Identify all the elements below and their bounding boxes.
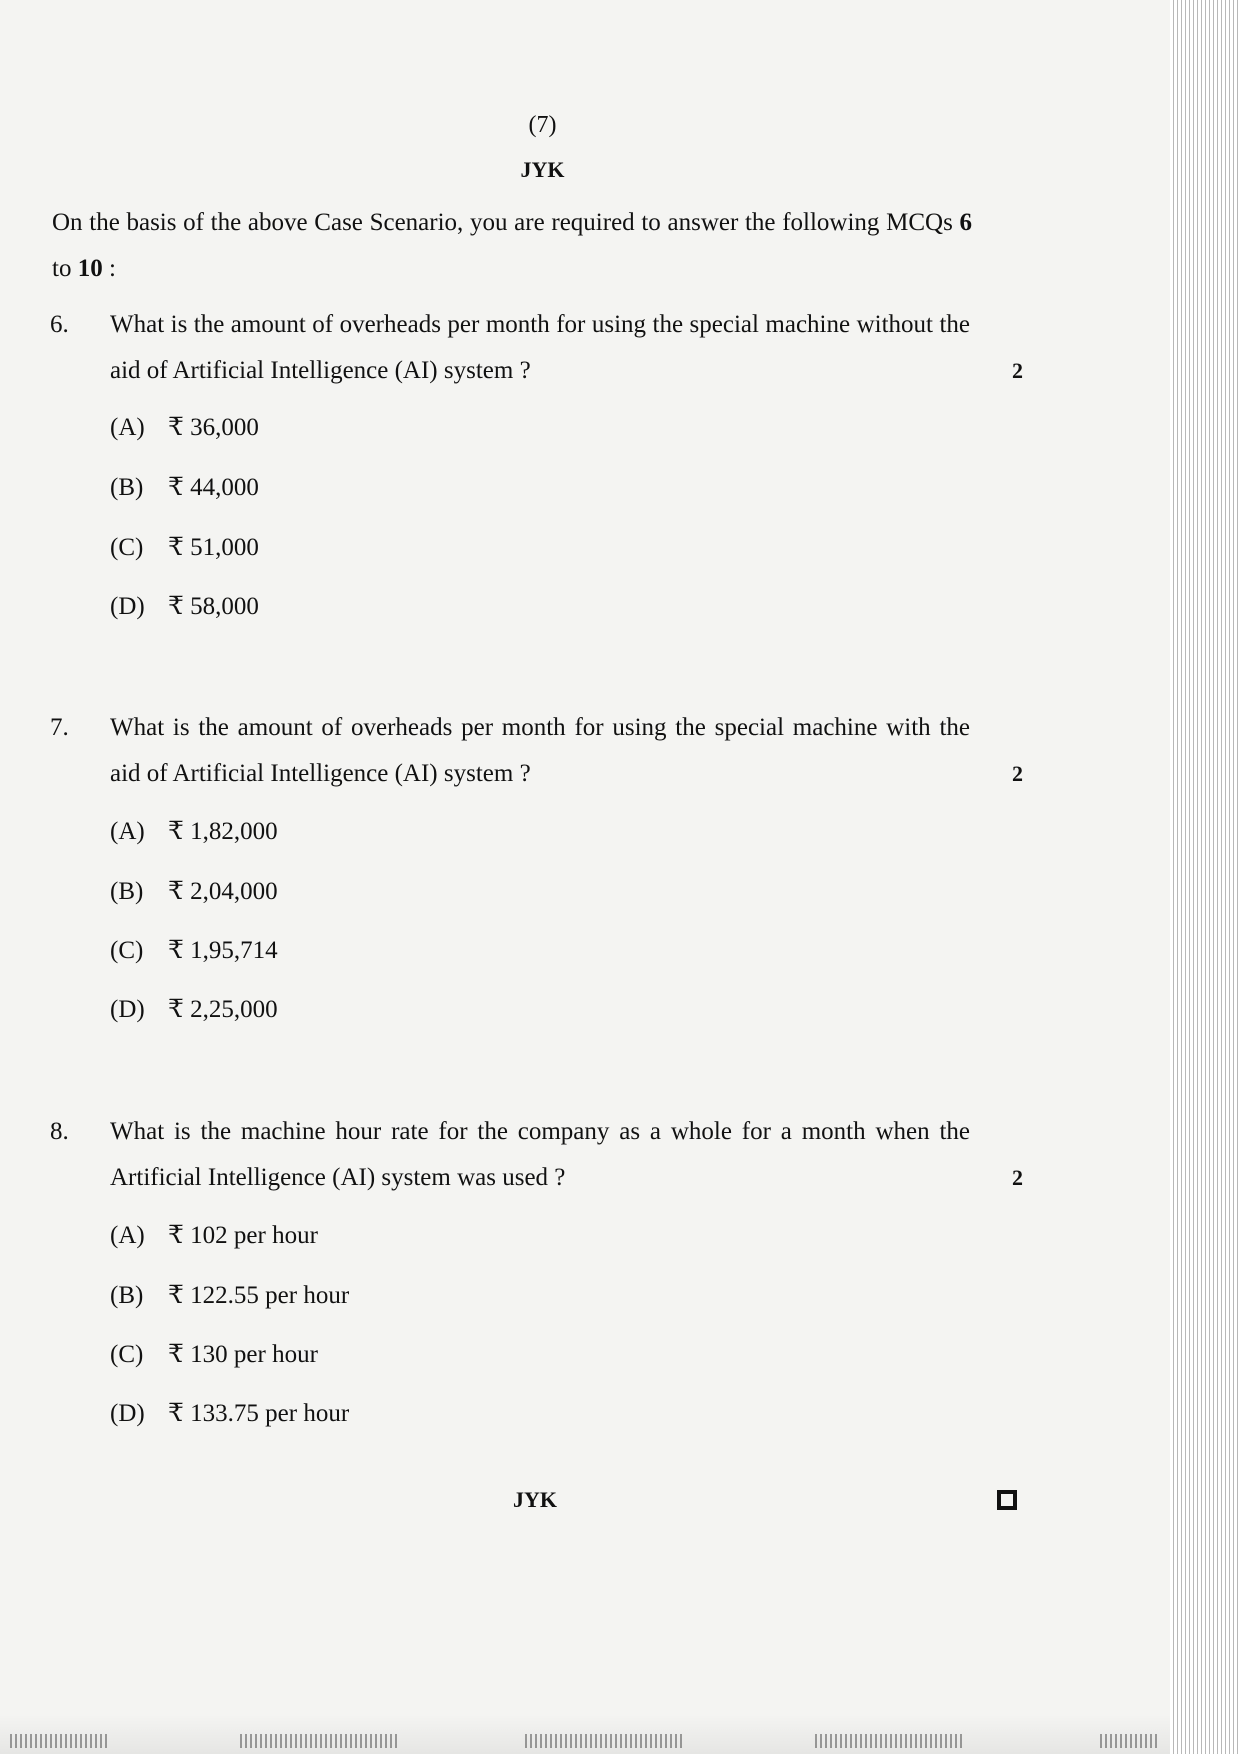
- case-instruction: [52, 200, 972, 292]
- option-c: [110, 1335, 318, 1375]
- option-label: (D): [110, 996, 145, 1023]
- option-label: (A): [110, 818, 145, 845]
- question-text: What is the amount of overheads per month for using the special machine with the aid of Artificial Intelligence (AI) system ?: [110, 714, 970, 787]
- question-marks: 2: [1012, 761, 1023, 786]
- option-a: [110, 812, 278, 852]
- option-label: (D): [110, 1400, 145, 1427]
- question-number: 7.: [50, 714, 69, 741]
- option-label: (A): [110, 414, 145, 441]
- option-label: (B): [110, 878, 144, 905]
- instruction-to: to: [52, 255, 78, 282]
- option-a: [110, 1216, 318, 1256]
- option-value: ₹ 36,000: [168, 414, 259, 441]
- option-c: [110, 528, 259, 568]
- instruction-text: On the basis of the above Case Scenario, you are required to answer the following MCQs: [52, 209, 960, 236]
- option-value: ₹ 102 per hour: [168, 1222, 318, 1249]
- page-number: (7): [528, 112, 557, 138]
- question-text: What is the machine hour rate for the company as a whole for a month when the Artificial Intelligence (AI) system was used ?: [110, 1118, 970, 1191]
- option-a: [110, 408, 259, 448]
- option-value: ₹ 133.75 per hour: [168, 1400, 350, 1427]
- option-b: [110, 468, 259, 508]
- option-d: [110, 990, 278, 1030]
- instruction-colon: :: [102, 255, 116, 282]
- option-d: [110, 587, 259, 627]
- option-label: (B): [110, 1282, 144, 1309]
- option-label: (C): [110, 937, 144, 964]
- option-label: (C): [110, 534, 144, 561]
- option-d: [110, 1394, 349, 1434]
- option-c: [110, 931, 278, 971]
- paper-code-footer: JYK: [513, 1487, 557, 1512]
- question-range-end: 10: [77, 255, 103, 282]
- question-marks: 2: [1012, 1165, 1023, 1190]
- option-value: ₹ 1,95,714: [168, 937, 278, 964]
- option-value: ₹ 2,04,000: [168, 878, 278, 905]
- square-outline-icon: [997, 1490, 1017, 1510]
- option-value: ₹ 1,82,000: [168, 818, 278, 845]
- question-number: 8.: [50, 1118, 69, 1145]
- option-value: ₹ 2,25,000: [168, 996, 278, 1023]
- option-value: ₹ 130 per hour: [168, 1341, 318, 1368]
- option-b: [110, 1276, 349, 1316]
- option-label: (B): [110, 474, 144, 501]
- scan-shadow: [0, 1714, 1170, 1754]
- paper-code-header: JYK: [520, 157, 565, 182]
- option-value: ₹ 51,000: [168, 534, 259, 561]
- option-value: ₹ 44,000: [168, 474, 259, 501]
- option-value: ₹ 122.55 per hour: [168, 1282, 350, 1309]
- option-label: (C): [110, 1341, 144, 1368]
- question-text: What is the amount of overheads per month for using the special machine without the aid of Artificial Intelligence (AI) system ?: [110, 311, 970, 384]
- scan-edge-stripes: [1170, 0, 1240, 1754]
- option-label: (A): [110, 1222, 145, 1249]
- question-number: 6.: [50, 311, 69, 338]
- option-value: ₹ 58,000: [168, 593, 259, 620]
- option-label: (D): [110, 593, 145, 620]
- question-range-start: 6: [959, 209, 972, 236]
- option-b: [110, 872, 278, 912]
- question-marks: 2: [1012, 358, 1023, 383]
